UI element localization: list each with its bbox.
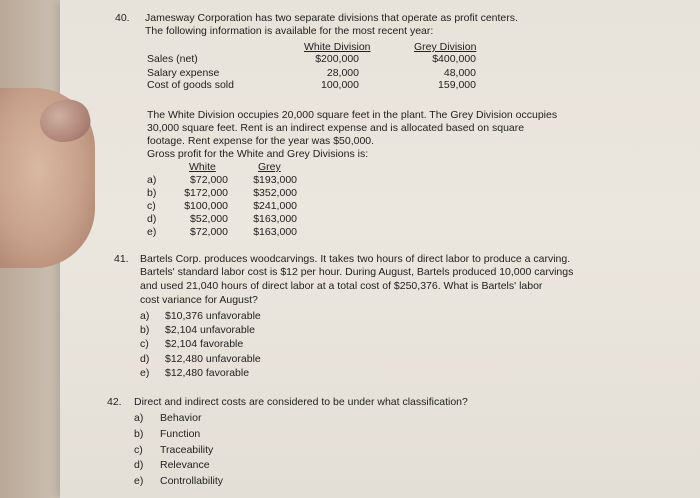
q40-option-grey: $163,000 xyxy=(253,226,297,238)
q42-option-text: Behavior xyxy=(160,412,202,424)
q40-option-grey: $352,000 xyxy=(253,187,297,199)
q41-option-text: $12,480 unfavorable xyxy=(165,353,261,365)
q40-option-letter: c) xyxy=(147,200,156,212)
q42-option-letter: e) xyxy=(134,475,144,487)
q41-option-text: $10,376 unfavorable xyxy=(165,310,261,322)
q42-question: Direct and indirect costs are considered to be under what classification? xyxy=(134,396,468,408)
q40-paragraph-line2: 30,000 square feet. Rent is an indirect expense and is allocated based on square xyxy=(147,122,525,134)
q41-option-text: $2,104 favorable xyxy=(165,338,244,350)
q40-option-white: $72,000 xyxy=(190,226,228,238)
q41-text-line4: cost variance for August? xyxy=(140,294,258,306)
q40-option-white: $52,000 xyxy=(190,213,228,225)
q40-option-letter: d) xyxy=(147,213,157,225)
q40-paragraph-line4: Gross profit for the White and Grey Divisions is: xyxy=(147,148,369,160)
q40-row-white-value: $200,000 xyxy=(315,53,359,65)
q40-option-letter: a) xyxy=(147,174,157,186)
q40-option-grey: $241,000 xyxy=(253,200,297,212)
q42-option-text: Function xyxy=(160,428,201,440)
q42-option-letter: b) xyxy=(134,428,144,440)
q41-text-line1: Bartels Corp. produces woodcarvings. It takes two hours of direct labor to produce a carving. xyxy=(140,253,571,265)
q40-row-white-value: 28,000 xyxy=(326,67,359,79)
q40-row-label: Sales (net) xyxy=(147,53,198,65)
q42-number: 42. xyxy=(107,396,122,408)
q41-option-letter: e) xyxy=(140,367,150,379)
q41-number: 41. xyxy=(114,253,129,265)
q40-row-label: Cost of goods sold xyxy=(147,79,234,91)
q40-answer-grey-header: Grey xyxy=(258,161,281,173)
q40-row-grey-value: 48,000 xyxy=(443,67,476,79)
q40-paragraph-line1: The White Division occupies 20,000 square feet in the plant. The Grey Division occupies xyxy=(147,109,558,121)
q40-option-letter: e) xyxy=(147,226,157,238)
q40-option-letter: b) xyxy=(147,187,157,199)
q41-option-letter: c) xyxy=(140,338,149,350)
q42-option-letter: c) xyxy=(134,444,143,456)
q40-option-grey: $163,000 xyxy=(253,213,297,225)
q40-answer-white-header: White xyxy=(189,161,216,173)
q40-number: 40. xyxy=(115,12,130,24)
q41-text-line3: and used 21,040 hours of direct labor at a total cost of $250,376. What is Bartels' labor xyxy=(140,280,543,292)
q42-option-text: Relevance xyxy=(160,459,210,471)
q42-option-letter: a) xyxy=(134,412,144,424)
q41-option-text: $2,104 unfavorable xyxy=(165,324,255,336)
q40-row-label: Salary expense xyxy=(147,67,220,79)
q41-text-line2: Bartels' standard labor cost is $12 per hour. During August, Bartels produced 10,000 carvings xyxy=(140,266,574,278)
q41-option-text: $12,480 favorable xyxy=(165,367,250,379)
q40-row-white-value: 100,000 xyxy=(321,79,359,91)
q40-option-grey: $193,000 xyxy=(253,174,297,186)
q40-row-grey-value: 159,000 xyxy=(438,79,476,91)
q40-col-grey-header: Grey Division xyxy=(414,41,477,53)
q40-paragraph-line3: footage. Rent expense for the year was $50,000. xyxy=(147,135,375,147)
q40-intro-line1: Jamesway Corporation has two separate divisions that operate as profit centers. xyxy=(145,12,518,24)
q40-col-white-header: White Division xyxy=(304,41,371,53)
q40-option-white: $72,000 xyxy=(190,174,228,186)
q41-option-letter: d) xyxy=(140,353,150,365)
q41-option-letter: b) xyxy=(140,324,150,336)
q40-option-white: $100,000 xyxy=(184,200,228,212)
q40-option-white: $172,000 xyxy=(184,187,228,199)
q42-option-text: Controllability xyxy=(160,475,224,487)
q40-intro-line2: The following information is available for the most recent year: xyxy=(145,25,434,37)
q42-option-text: Traceability xyxy=(160,444,214,456)
q41-option-letter: a) xyxy=(140,310,150,322)
q40-row-grey-value: $400,000 xyxy=(432,53,476,65)
q42-option-letter: d) xyxy=(134,459,144,471)
